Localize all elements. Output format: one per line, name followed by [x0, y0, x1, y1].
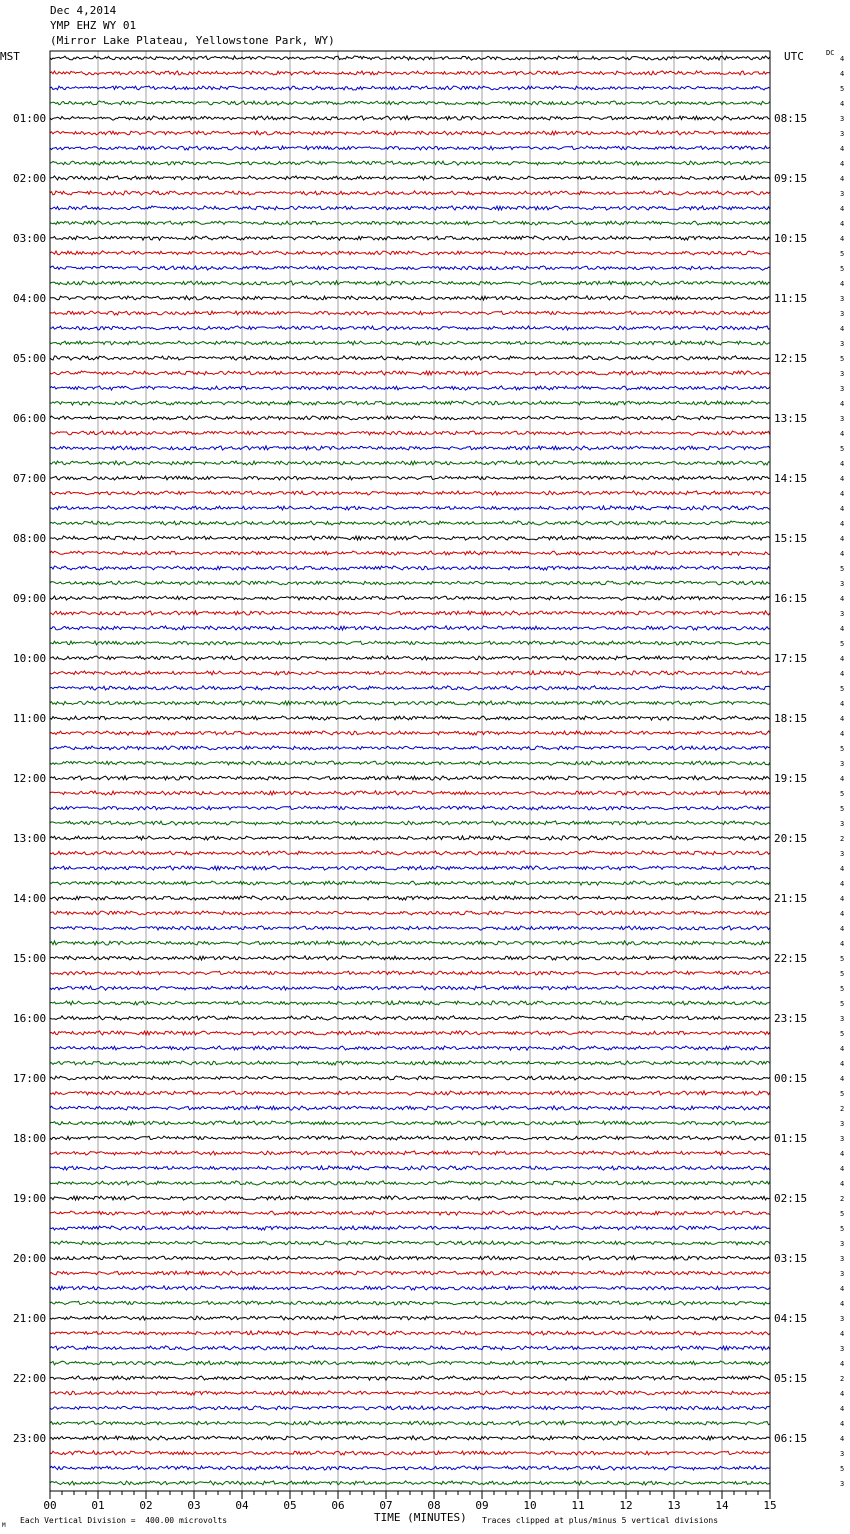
bottom-left-mark: M [2, 1522, 6, 1529]
mst-hour-label: 02:00 [13, 172, 47, 185]
utc-hour-label: 22:15 [774, 952, 808, 965]
seismic-trace [50, 1406, 770, 1410]
dc-offset-value: 4 [840, 325, 845, 333]
x-tick-label: 06 [331, 1499, 345, 1512]
dc-offset-value: 4 [840, 100, 845, 108]
dc-offset-value: 4 [840, 1285, 845, 1293]
seismic-trace [50, 296, 770, 300]
utc-hour-label: 06:15 [774, 1432, 808, 1445]
utc-hour-label: 05:15 [774, 1372, 808, 1385]
dc-offset-value: 3 [840, 415, 845, 423]
dc-offset-value: 4 [840, 520, 845, 528]
dc-offset-value: 4 [840, 280, 845, 288]
dc-offset-value: 5 [840, 955, 845, 963]
dc-offset-value: 4 [840, 730, 845, 738]
dc-offset-value: 5 [840, 565, 845, 573]
seismic-trace [50, 221, 770, 225]
dc-offset-value: 4 [840, 1420, 845, 1428]
utc-hour-label: 10:15 [774, 232, 808, 245]
seismic-trace [50, 101, 770, 105]
seismic-trace [50, 1466, 770, 1470]
dc-offset-value: 4 [840, 220, 845, 228]
x-tick-label: 11 [571, 1499, 585, 1512]
dc-offset-value: 5 [840, 805, 845, 813]
x-tick-label: 13 [667, 1499, 681, 1512]
mst-hour-label: 10:00 [13, 652, 47, 665]
dc-offset-value: 4 [840, 145, 845, 153]
seismic-trace [50, 971, 770, 975]
seismic-trace [50, 701, 770, 705]
dc-offset-value: 2 [840, 1105, 845, 1113]
dc-offset-value: 5 [840, 265, 845, 273]
record-date: Dec 4,2014 [50, 4, 117, 17]
mst-hour-label: 12:00 [13, 772, 47, 785]
dc-offset-value: 4 [840, 910, 845, 918]
dc-offset-value: 4 [840, 865, 845, 873]
utc-hour-label: 01:15 [774, 1132, 808, 1145]
seismic-trace [50, 356, 770, 360]
seismic-trace [50, 836, 770, 840]
dc-offset-value: 5 [840, 1465, 845, 1473]
dc-offset-value: 2 [840, 835, 845, 843]
seismic-trace [50, 371, 770, 375]
dc-offset-value: 3 [840, 580, 845, 588]
utc-hour-label: 20:15 [774, 832, 808, 845]
dc-offset-value: 3 [840, 1315, 845, 1323]
mst-hour-label: 17:00 [13, 1072, 47, 1085]
seismic-trace [50, 506, 770, 510]
seismic-trace [50, 1241, 770, 1245]
seismic-trace [50, 986, 770, 990]
dc-offset-value: 3 [840, 1480, 845, 1488]
dc-offset-value: 3 [840, 190, 845, 198]
seismic-trace [50, 461, 770, 465]
seismic-trace [50, 1151, 770, 1155]
seismic-trace [50, 1346, 770, 1350]
utc-hour-label: 14:15 [774, 472, 808, 485]
utc-hour-label: 11:15 [774, 292, 808, 305]
seismic-trace [50, 911, 770, 915]
seismic-trace [50, 311, 770, 315]
x-tick-label: 15 [763, 1499, 777, 1512]
seismic-trace [50, 761, 770, 765]
seismic-trace [50, 776, 770, 780]
seismic-trace [50, 1301, 770, 1305]
left-timezone-label: MST [0, 50, 20, 63]
seismic-trace [50, 1451, 770, 1455]
x-tick-label: 14 [715, 1499, 729, 1512]
dc-offset-value: 4 [840, 1390, 845, 1398]
seismic-trace [50, 176, 770, 180]
dc-offset-value: 4 [840, 475, 845, 483]
seismic-trace [50, 266, 770, 270]
seismic-trace [50, 1121, 770, 1125]
x-tick-label: 03 [187, 1499, 201, 1512]
mst-hour-label: 14:00 [13, 892, 47, 905]
seismic-trace [50, 881, 770, 885]
seismic-trace [50, 641, 770, 645]
dc-offset-value: 5 [840, 1000, 845, 1008]
dc-offset-value: 4 [840, 1405, 845, 1413]
dc-offset-value: 4 [840, 1330, 845, 1338]
dc-offset-value: 2 [840, 1375, 845, 1383]
dc-offset-value: 4 [840, 1075, 845, 1083]
seismic-trace [50, 236, 770, 240]
seismic-trace [50, 896, 770, 900]
seismic-trace [50, 926, 770, 930]
dc-offset-value: 3 [840, 130, 845, 138]
x-tick-label: 12 [619, 1499, 633, 1512]
mst-hour-label: 01:00 [13, 112, 47, 125]
dc-offset-value: 4 [840, 55, 845, 63]
dc-offset-value: 3 [840, 1240, 845, 1248]
seismic-trace [50, 1196, 770, 1200]
dc-offset-value: 4 [840, 595, 845, 603]
utc-hour-label: 18:15 [774, 712, 808, 725]
mst-hour-label: 20:00 [13, 1252, 47, 1265]
seismic-trace [50, 1166, 770, 1170]
seismic-trace [50, 281, 770, 285]
station-location: (Mirror Lake Plateau, Yellowstone Park, WY) [50, 34, 335, 47]
dc-offset-value: 3 [840, 1450, 845, 1458]
x-tick-label: 05 [283, 1499, 297, 1512]
mst-hour-label: 19:00 [13, 1192, 47, 1205]
dc-offset-value: 2 [840, 1195, 845, 1203]
dc-offset-value: 4 [840, 70, 845, 78]
dc-offset-value: 5 [840, 685, 845, 693]
seismic-trace [50, 626, 770, 630]
dc-offset-value: 3 [840, 1120, 845, 1128]
dc-offset-value: 4 [840, 940, 845, 948]
dc-offset-value: 4 [840, 880, 845, 888]
seismic-trace [50, 746, 770, 750]
seismic-trace [50, 1031, 770, 1035]
dc-offset-value: 5 [840, 1225, 845, 1233]
mst-hour-label: 15:00 [13, 952, 47, 965]
utc-hour-label: 15:15 [774, 532, 808, 545]
mst-hour-label: 11:00 [13, 712, 47, 725]
seismic-trace [50, 1091, 770, 1095]
seismic-trace [50, 521, 770, 525]
seismic-trace [50, 611, 770, 615]
dc-offset-value: 4 [840, 1300, 845, 1308]
seismic-trace [50, 326, 770, 330]
mst-hour-label: 07:00 [13, 472, 47, 485]
station-code: YMP EHZ WY 01 [50, 19, 137, 32]
seismic-trace [50, 191, 770, 195]
seismic-trace [50, 1376, 770, 1380]
dc-offset-value: 4 [840, 505, 845, 513]
dc-offset-value: 4 [840, 490, 845, 498]
seismic-trace [50, 656, 770, 660]
seismic-trace [50, 1136, 770, 1140]
dc-offset-value: 3 [840, 820, 845, 828]
dc-offset-value: 4 [840, 205, 845, 213]
utc-hour-label: 19:15 [774, 772, 808, 785]
dc-offset-value: 3 [840, 310, 845, 318]
mst-hour-label: 09:00 [13, 592, 47, 605]
dc-offset-value: 4 [840, 925, 845, 933]
x-tick-label: 00 [43, 1499, 57, 1512]
dc-offset-value: 4 [840, 1060, 845, 1068]
x-tick-label: 09 [475, 1499, 489, 1512]
dc-offset-value: 5 [840, 445, 845, 453]
seismic-trace [50, 1226, 770, 1230]
dc-offset-value: 3 [840, 115, 845, 123]
dc-offset-value: 3 [840, 850, 845, 858]
seismic-trace [50, 401, 770, 405]
seismic-trace [50, 86, 770, 90]
seismic-trace [50, 716, 770, 720]
dc-offset-value: 4 [840, 1435, 845, 1443]
seismic-trace [50, 131, 770, 135]
dc-offset-value: 5 [840, 970, 845, 978]
dc-offset-value: 4 [840, 535, 845, 543]
dc-offset-value: 4 [840, 775, 845, 783]
dc-offset-value: 5 [840, 1030, 845, 1038]
seismic-trace [50, 1436, 770, 1440]
mst-hour-label: 06:00 [13, 412, 47, 425]
trace-group [50, 56, 770, 1485]
dc-offset-value: 4 [840, 895, 845, 903]
dc-offset-value: 4 [840, 670, 845, 678]
seismic-trace [50, 251, 770, 255]
seismic-trace [50, 1061, 770, 1065]
seismic-trace [50, 731, 770, 735]
mst-hour-label: 22:00 [13, 1372, 47, 1385]
utc-hour-label: 00:15 [774, 1072, 808, 1085]
dc-offset-value: 3 [840, 1255, 845, 1263]
x-tick-label: 02 [139, 1499, 153, 1512]
seismic-trace [50, 1481, 770, 1485]
mst-hour-label: 08:00 [13, 532, 47, 545]
dc-offset-value: 4 [840, 235, 845, 243]
seismic-trace [50, 1421, 770, 1425]
utc-hour-label: 17:15 [774, 652, 808, 665]
utc-hour-label: 23:15 [774, 1012, 808, 1025]
seismic-trace [50, 341, 770, 345]
seismic-trace [50, 1316, 770, 1320]
x-axis-title: TIME (MINUTES) [374, 1511, 467, 1524]
dc-offset-value: 5 [840, 250, 845, 258]
dc-offset-value: 4 [840, 430, 845, 438]
mst-hour-label: 16:00 [13, 1012, 47, 1025]
seismic-trace [50, 1271, 770, 1275]
dc-offset-value: 4 [840, 715, 845, 723]
utc-hour-label: 09:15 [774, 172, 808, 185]
dc-offset-value: 5 [840, 1210, 845, 1218]
mst-hour-label: 13:00 [13, 832, 47, 845]
seismic-trace [50, 956, 770, 960]
mst-hour-label: 05:00 [13, 352, 47, 365]
seismic-trace [50, 851, 770, 855]
utc-hour-label: 21:15 [774, 892, 808, 905]
seismic-trace [50, 581, 770, 585]
dc-offset-value: 4 [840, 1150, 845, 1158]
seismic-trace [50, 821, 770, 825]
utc-hour-label: 08:15 [774, 112, 808, 125]
right-timezone-label: UTC [784, 50, 804, 63]
dc-offset-value: 4 [840, 655, 845, 663]
dc-offset-value: 3 [840, 610, 845, 618]
dc-offset-value: 4 [840, 1045, 845, 1053]
seismic-trace [50, 1076, 770, 1080]
dc-offset-value: 4 [840, 700, 845, 708]
mst-hour-label: 23:00 [13, 1432, 47, 1445]
dc-offset-value: 5 [840, 640, 845, 648]
dc-offset-value: 5 [840, 1090, 845, 1098]
seismic-trace [50, 206, 770, 210]
seismic-trace [50, 1016, 770, 1020]
dc-offset-value: 3 [840, 1135, 845, 1143]
seismic-trace [50, 1181, 770, 1185]
seismic-trace [50, 146, 770, 150]
dc-offset-value: 4 [840, 160, 845, 168]
seismic-trace [50, 866, 770, 870]
dc-offset-value: 5 [840, 85, 845, 93]
utc-hour-label: 13:15 [774, 412, 808, 425]
clipping-note: Traces clipped at plus/minus 5 vertical divisions [482, 1516, 719, 1525]
vertical-scale-note: Each Vertical Division = 400.00 microvolts [20, 1516, 228, 1525]
seismic-trace [50, 596, 770, 600]
dc-offset-value: 3 [840, 1345, 845, 1353]
seismic-trace [50, 1361, 770, 1365]
seismic-trace [50, 671, 770, 675]
x-tick-label: 04 [235, 1499, 249, 1512]
seismic-trace [50, 1001, 770, 1005]
dc-offset-value: 5 [840, 790, 845, 798]
seismic-trace [50, 806, 770, 810]
dc-offset-value: 4 [840, 460, 845, 468]
seismic-trace [50, 116, 770, 120]
utc-hour-label: 16:15 [774, 592, 808, 605]
x-tick-label: 07 [379, 1499, 393, 1512]
x-tick-label: 08 [427, 1499, 441, 1512]
mst-hour-label: 03:00 [13, 232, 47, 245]
dc-offset-value: 4 [840, 1180, 845, 1188]
dc-offset-value: 3 [840, 1270, 845, 1278]
dc-offset-value: 4 [840, 175, 845, 183]
seismic-trace [50, 56, 770, 60]
seismic-trace [50, 416, 770, 420]
dc-offset-value: 4 [840, 550, 845, 558]
utc-hour-label: 12:15 [774, 352, 808, 365]
dc-offset-value: 3 [840, 340, 845, 348]
dc-offset-value: 3 [840, 370, 845, 378]
x-tick-label: 10 [523, 1499, 537, 1512]
utc-hour-label: 03:15 [774, 1252, 808, 1265]
dc-offset-value: 4 [840, 1165, 845, 1173]
dc-offset-value: 3 [840, 295, 845, 303]
seismic-trace [50, 1256, 770, 1260]
seismic-trace [50, 431, 770, 435]
seismic-trace [50, 941, 770, 945]
dc-offset-value: 3 [840, 760, 845, 768]
seismic-trace [50, 686, 770, 690]
dc-offset-value: 5 [840, 985, 845, 993]
seismic-trace [50, 551, 770, 555]
utc-hour-label: 04:15 [774, 1312, 808, 1325]
seismic-trace [50, 476, 770, 480]
dc-offset-value: 3 [840, 1015, 845, 1023]
mst-hour-label: 04:00 [13, 292, 47, 305]
seismic-trace [50, 536, 770, 540]
seismic-trace [50, 1331, 770, 1335]
seismic-trace [50, 491, 770, 495]
mst-hour-label: 21:00 [13, 1312, 47, 1325]
seismic-trace [50, 1211, 770, 1215]
utc-hour-label: 02:15 [774, 1192, 808, 1205]
seismic-trace [50, 446, 770, 450]
seismic-trace [50, 1286, 770, 1290]
dc-offset-value: 4 [840, 1360, 845, 1368]
dc-offset-value: 4 [840, 625, 845, 633]
seismic-trace [50, 791, 770, 795]
time-axis [43, 1491, 776, 1512]
seismic-trace [50, 1391, 770, 1395]
dc-offset-value: 3 [840, 385, 845, 393]
dc-offset-value: 5 [840, 355, 845, 363]
mst-hour-label: 18:00 [13, 1132, 47, 1145]
seismic-trace [50, 1106, 770, 1110]
seismic-trace [50, 71, 770, 75]
dc-column-label: DC [826, 49, 835, 57]
seismic-trace [50, 161, 770, 165]
dc-offset-value: 5 [840, 745, 845, 753]
dc-offset-value: 4 [840, 400, 845, 408]
x-tick-label: 01 [91, 1499, 105, 1512]
seismic-trace [50, 1046, 770, 1050]
seismic-trace [50, 566, 770, 570]
seismic-trace [50, 386, 770, 390]
